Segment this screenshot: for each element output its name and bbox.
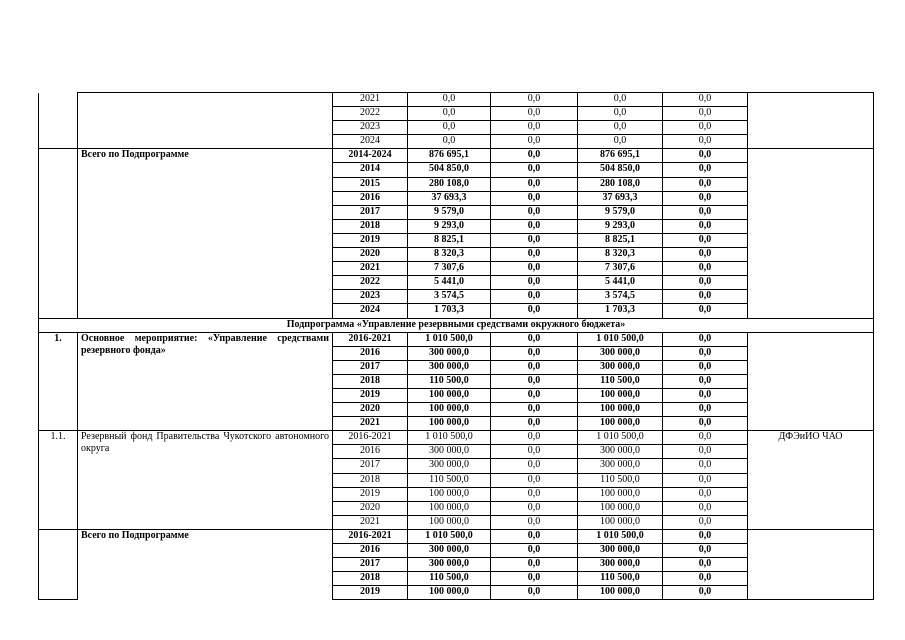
other-cell: 0,0 (663, 544, 748, 558)
other-cell: 0,0 (663, 93, 748, 107)
total-cell: 0,0 (408, 107, 491, 121)
section-title: Подпрограмма «Управление резервными средствами окружного бюджета» (39, 318, 874, 332)
item-number-empty (39, 346, 78, 360)
period-cell: 2023 (333, 290, 408, 304)
federal-cell: 0,0 (491, 276, 578, 290)
item-number-empty (39, 501, 78, 515)
federal-cell: 0,0 (491, 388, 578, 402)
total-cell: 9 293,0 (408, 219, 491, 233)
period-cell: 2016 (333, 346, 408, 360)
item-number-empty (39, 135, 78, 149)
table-row (39, 149, 874, 163)
district-cell: 300 000,0 (578, 360, 663, 374)
other-cell: 0,0 (663, 403, 748, 417)
federal-cell: 0,0 (491, 360, 578, 374)
federal-cell: 0,0 (491, 177, 578, 191)
item-number-empty (39, 445, 78, 459)
period-cell: 2018 (333, 374, 408, 388)
federal-cell: 0,0 (491, 473, 578, 487)
federal-cell: 0,0 (491, 332, 578, 346)
item-number-empty (39, 515, 78, 529)
item-number-empty (39, 544, 78, 558)
period-cell: 2020 (333, 501, 408, 515)
item-number-empty (39, 388, 78, 402)
other-cell: 0,0 (663, 431, 748, 445)
period-cell: 2017 (333, 459, 408, 473)
federal-cell: 0,0 (491, 121, 578, 135)
district-cell: 9 293,0 (578, 219, 663, 233)
federal-cell: 0,0 (491, 558, 578, 572)
district-cell: 300 000,0 (578, 459, 663, 473)
executor-cell (748, 529, 874, 599)
period-cell: 2014-2024 (333, 149, 408, 163)
item-number-empty (39, 233, 78, 247)
item-number-empty (39, 529, 78, 543)
table-row (39, 93, 874, 107)
federal-cell: 0,0 (491, 403, 578, 417)
item-number-empty (39, 417, 78, 431)
period-cell: 2020 (333, 248, 408, 262)
district-cell: 110 500,0 (578, 374, 663, 388)
period-cell: 2018 (333, 473, 408, 487)
period-cell: 2016 (333, 544, 408, 558)
total-cell: 280 108,0 (408, 177, 491, 191)
district-cell: 0,0 (578, 107, 663, 121)
district-cell: 100 000,0 (578, 501, 663, 515)
total-cell: 100 000,0 (408, 501, 491, 515)
district-cell: 0,0 (578, 121, 663, 135)
total-cell: 300 000,0 (408, 360, 491, 374)
federal-cell: 0,0 (491, 501, 578, 515)
other-cell: 0,0 (663, 388, 748, 402)
district-cell: 110 500,0 (578, 572, 663, 586)
federal-cell: 0,0 (491, 248, 578, 262)
period-cell: 2017 (333, 205, 408, 219)
period-cell: 2016 (333, 191, 408, 205)
other-cell: 0,0 (663, 233, 748, 247)
federal-cell: 0,0 (491, 586, 578, 600)
district-cell: 8 825,1 (578, 233, 663, 247)
table-row (39, 332, 874, 346)
total-cell: 0,0 (408, 93, 491, 107)
district-cell: 876 695,1 (578, 149, 663, 163)
item-number-empty (39, 248, 78, 262)
total-cell: 0,0 (408, 121, 491, 135)
period-cell: 2021 (333, 417, 408, 431)
period-cell: 2022 (333, 107, 408, 121)
federal-cell: 0,0 (491, 163, 578, 177)
period-cell: 2019 (333, 487, 408, 501)
item-number: 1.1. (39, 431, 78, 445)
total-cell: 1 010 500,0 (408, 332, 491, 346)
other-cell: 0,0 (663, 487, 748, 501)
federal-cell: 0,0 (491, 529, 578, 543)
other-cell: 0,0 (663, 417, 748, 431)
district-cell: 100 000,0 (578, 417, 663, 431)
district-cell: 37 693,3 (578, 191, 663, 205)
table-row (39, 431, 874, 445)
total-cell: 0,0 (408, 135, 491, 149)
item-number-empty (39, 219, 78, 233)
item-name-empty (78, 93, 333, 149)
federal-cell: 0,0 (491, 487, 578, 501)
other-cell: 0,0 (663, 107, 748, 121)
period-cell: 2018 (333, 572, 408, 586)
item-number-empty (39, 191, 78, 205)
total-cell: 100 000,0 (408, 388, 491, 402)
federal-cell: 0,0 (491, 262, 578, 276)
other-cell: 0,0 (663, 374, 748, 388)
item-name: Всего по Подпрограмме (78, 529, 333, 599)
district-cell: 0,0 (578, 93, 663, 107)
federal-cell: 0,0 (491, 233, 578, 247)
federal-cell: 0,0 (491, 417, 578, 431)
district-cell: 8 320,3 (578, 248, 663, 262)
section-row (39, 318, 874, 332)
district-cell: 1 703,3 (578, 304, 663, 318)
district-cell: 280 108,0 (578, 177, 663, 191)
item-name: Основное мероприятие: «Управление средствами резервного фонда» (78, 332, 333, 431)
other-cell: 0,0 (663, 473, 748, 487)
district-cell: 300 000,0 (578, 445, 663, 459)
other-cell: 0,0 (663, 529, 748, 543)
total-cell: 3 574,5 (408, 290, 491, 304)
total-cell: 37 693,3 (408, 191, 491, 205)
budget-table (38, 92, 874, 600)
total-cell: 9 579,0 (408, 205, 491, 219)
item-number-empty (39, 459, 78, 473)
total-cell: 100 000,0 (408, 417, 491, 431)
period-cell: 2019 (333, 233, 408, 247)
district-cell: 1 010 500,0 (578, 332, 663, 346)
district-cell: 5 441,0 (578, 276, 663, 290)
district-cell: 9 579,0 (578, 205, 663, 219)
period-cell: 2017 (333, 360, 408, 374)
other-cell: 0,0 (663, 515, 748, 529)
period-cell: 2020 (333, 403, 408, 417)
item-number-empty (39, 177, 78, 191)
table-row (39, 529, 874, 543)
item-name: Всего по Подпрограмме (78, 149, 333, 318)
item-number-empty (39, 290, 78, 304)
item-number-empty (39, 276, 78, 290)
other-cell: 0,0 (663, 572, 748, 586)
item-number-empty (39, 262, 78, 276)
other-cell: 0,0 (663, 586, 748, 600)
total-cell: 1 010 500,0 (408, 431, 491, 445)
period-cell: 2024 (333, 135, 408, 149)
period-cell: 2016 (333, 445, 408, 459)
item-number-empty (39, 487, 78, 501)
other-cell: 0,0 (663, 459, 748, 473)
total-cell: 100 000,0 (408, 515, 491, 529)
other-cell: 0,0 (663, 121, 748, 135)
period-cell: 2016-2021 (333, 431, 408, 445)
total-cell: 100 000,0 (408, 586, 491, 600)
other-cell: 0,0 (663, 163, 748, 177)
district-cell: 100 000,0 (578, 515, 663, 529)
period-cell: 2021 (333, 262, 408, 276)
district-cell: 3 574,5 (578, 290, 663, 304)
federal-cell: 0,0 (491, 431, 578, 445)
other-cell: 0,0 (663, 205, 748, 219)
period-cell: 2021 (333, 93, 408, 107)
district-cell: 300 000,0 (578, 558, 663, 572)
executor-cell (748, 332, 874, 431)
total-cell: 300 000,0 (408, 558, 491, 572)
total-cell: 100 000,0 (408, 487, 491, 501)
total-cell: 8 825,1 (408, 233, 491, 247)
other-cell: 0,0 (663, 360, 748, 374)
item-number-empty (39, 205, 78, 219)
federal-cell: 0,0 (491, 459, 578, 473)
item-number-empty (39, 572, 78, 586)
district-cell: 1 010 500,0 (578, 431, 663, 445)
total-cell: 1 010 500,0 (408, 529, 491, 543)
other-cell: 0,0 (663, 304, 748, 318)
federal-cell: 0,0 (491, 572, 578, 586)
other-cell: 0,0 (663, 219, 748, 233)
item-number-empty (39, 360, 78, 374)
period-cell: 2024 (333, 304, 408, 318)
district-cell: 100 000,0 (578, 586, 663, 600)
federal-cell: 0,0 (491, 191, 578, 205)
period-cell: 2014 (333, 163, 408, 177)
period-cell: 2016-2021 (333, 529, 408, 543)
total-cell: 300 000,0 (408, 346, 491, 360)
other-cell: 0,0 (663, 346, 748, 360)
item-number-empty (39, 473, 78, 487)
total-cell: 110 500,0 (408, 374, 491, 388)
table-body (39, 93, 874, 600)
total-cell: 876 695,1 (408, 149, 491, 163)
other-cell: 0,0 (663, 177, 748, 191)
federal-cell: 0,0 (491, 346, 578, 360)
district-cell: 100 000,0 (578, 403, 663, 417)
executor-cell (748, 149, 874, 318)
item-number-empty (39, 163, 78, 177)
district-cell: 7 307,6 (578, 262, 663, 276)
district-cell: 110 500,0 (578, 473, 663, 487)
item-number-empty (39, 586, 78, 600)
federal-cell: 0,0 (491, 304, 578, 318)
item-number-empty (39, 93, 78, 107)
federal-cell: 0,0 (491, 219, 578, 233)
federal-cell: 0,0 (491, 149, 578, 163)
total-cell: 110 500,0 (408, 473, 491, 487)
federal-cell: 0,0 (491, 544, 578, 558)
other-cell: 0,0 (663, 501, 748, 515)
other-cell: 0,0 (663, 149, 748, 163)
period-cell: 2019 (333, 388, 408, 402)
district-cell: 0,0 (578, 135, 663, 149)
district-cell: 300 000,0 (578, 346, 663, 360)
total-cell: 8 320,3 (408, 248, 491, 262)
other-cell: 0,0 (663, 191, 748, 205)
district-cell: 100 000,0 (578, 388, 663, 402)
other-cell: 0,0 (663, 262, 748, 276)
executor-cell: ДФЭиИО ЧАО (748, 431, 874, 530)
total-cell: 300 000,0 (408, 544, 491, 558)
federal-cell: 0,0 (491, 290, 578, 304)
period-cell: 2022 (333, 276, 408, 290)
total-cell: 300 000,0 (408, 459, 491, 473)
other-cell: 0,0 (663, 290, 748, 304)
item-number-empty (39, 374, 78, 388)
federal-cell: 0,0 (491, 107, 578, 121)
district-cell: 504 850,0 (578, 163, 663, 177)
total-cell: 1 703,3 (408, 304, 491, 318)
period-cell: 2016-2021 (333, 332, 408, 346)
other-cell: 0,0 (663, 445, 748, 459)
period-cell: 2018 (333, 219, 408, 233)
total-cell: 100 000,0 (408, 403, 491, 417)
other-cell: 0,0 (663, 558, 748, 572)
federal-cell: 0,0 (491, 374, 578, 388)
total-cell: 5 441,0 (408, 276, 491, 290)
total-cell: 110 500,0 (408, 572, 491, 586)
district-cell: 1 010 500,0 (578, 529, 663, 543)
other-cell: 0,0 (663, 248, 748, 262)
total-cell: 504 850,0 (408, 163, 491, 177)
item-number: 1. (39, 332, 78, 346)
executor-cell (748, 93, 874, 149)
item-name: Резервный фонд Правительства Чукотского автономного округа (78, 431, 333, 530)
federal-cell: 0,0 (491, 515, 578, 529)
item-number-empty (39, 107, 78, 121)
other-cell: 0,0 (663, 135, 748, 149)
item-number-empty (39, 149, 78, 163)
district-cell: 100 000,0 (578, 487, 663, 501)
item-number-empty (39, 403, 78, 417)
federal-cell: 0,0 (491, 135, 578, 149)
total-cell: 300 000,0 (408, 445, 491, 459)
item-number-empty (39, 558, 78, 572)
total-cell: 7 307,6 (408, 262, 491, 276)
district-cell: 300 000,0 (578, 544, 663, 558)
other-cell: 0,0 (663, 276, 748, 290)
federal-cell: 0,0 (491, 205, 578, 219)
item-number-empty (39, 121, 78, 135)
item-number-empty (39, 304, 78, 318)
period-cell: 2015 (333, 177, 408, 191)
period-cell: 2017 (333, 558, 408, 572)
federal-cell: 0,0 (491, 445, 578, 459)
other-cell: 0,0 (663, 332, 748, 346)
period-cell: 2023 (333, 121, 408, 135)
period-cell: 2019 (333, 586, 408, 600)
federal-cell: 0,0 (491, 93, 578, 107)
period-cell: 2021 (333, 515, 408, 529)
